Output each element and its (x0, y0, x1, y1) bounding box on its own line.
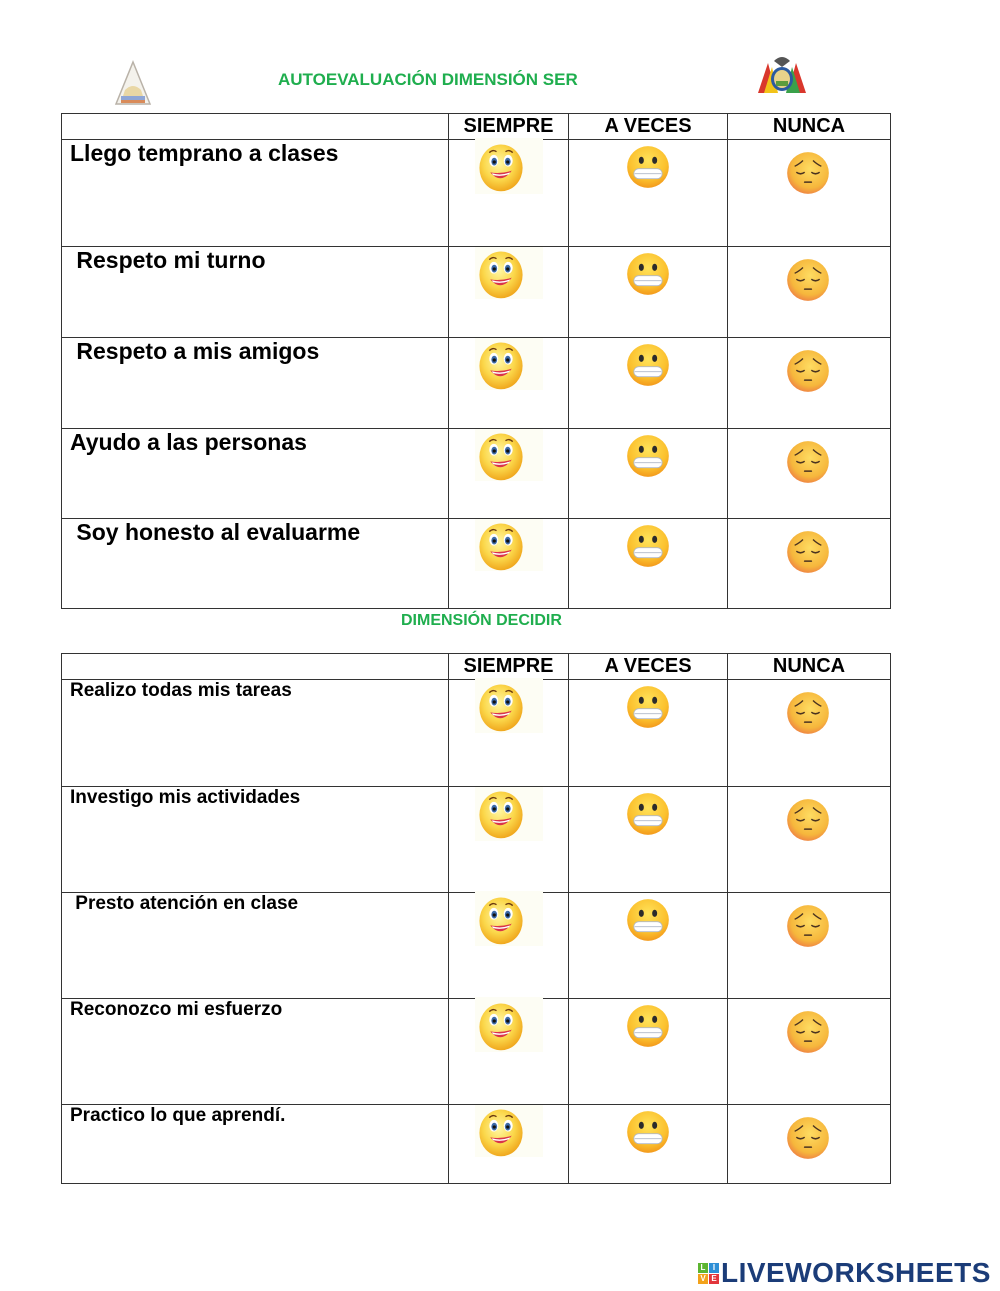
brand-name: LIVEWORKSHEETS (721, 1257, 991, 1288)
header-blank (62, 114, 449, 140)
grimacing-face-icon (622, 431, 674, 481)
option-a-veces[interactable] (569, 1105, 728, 1184)
header-siempre: SIEMPRE (449, 654, 569, 680)
option-a-veces[interactable] (569, 999, 728, 1105)
table-row (62, 893, 891, 999)
option-nunca[interactable] (728, 247, 891, 338)
pensive-face-icon (782, 688, 834, 738)
option-a-veces[interactable] (569, 338, 728, 429)
table-row (62, 140, 891, 247)
grimacing-face-icon (622, 1107, 674, 1157)
option-a-veces[interactable] (569, 519, 728, 609)
grimacing-face-icon (622, 895, 674, 945)
happy-face-icon (473, 1105, 529, 1159)
option-nunca[interactable] (728, 519, 891, 609)
live-badge-icon: L I V E (698, 1263, 719, 1284)
pensive-face-icon (782, 795, 834, 845)
question-text: Realizo todas mis tareas (62, 680, 449, 787)
option-siempre[interactable] (449, 787, 569, 893)
grimacing-face-icon (622, 249, 674, 299)
question-text: Reconozco mi esfuerzo (62, 999, 449, 1105)
pensive-face-icon (782, 437, 834, 487)
grimacing-face-icon (622, 789, 674, 839)
happy-face-icon (473, 787, 529, 841)
question-text: Llego temprano a clases (62, 140, 449, 247)
grimacing-face-icon (622, 340, 674, 390)
header-siempre: SIEMPRE (449, 114, 569, 140)
happy-face-icon (473, 429, 529, 483)
coat-of-arms-icon (754, 53, 810, 99)
table-row (62, 429, 891, 519)
table-dimension-decidir (61, 653, 891, 1184)
option-a-veces[interactable] (569, 893, 728, 999)
option-nunca[interactable] (728, 893, 891, 999)
happy-face-icon (473, 999, 529, 1053)
grimacing-face-icon (622, 521, 674, 571)
option-siempre[interactable] (449, 680, 569, 787)
grimacing-face-icon (622, 682, 674, 732)
option-nunca[interactable] (728, 338, 891, 429)
header-blank (62, 654, 449, 680)
header-a-veces: A VECES (569, 654, 728, 680)
pensive-face-icon (782, 901, 834, 951)
option-a-veces[interactable] (569, 680, 728, 787)
option-siempre[interactable] (449, 1105, 569, 1184)
table-header-row (62, 654, 891, 680)
happy-face-icon (473, 338, 529, 392)
question-text: Ayudo a las personas (62, 429, 449, 519)
page-title: AUTOEVALUACIÓN DIMENSIÓN SER (278, 70, 578, 89)
option-siempre[interactable] (449, 519, 569, 609)
option-siempre[interactable] (449, 429, 569, 519)
question-text: Soy honesto al evaluarme (62, 519, 449, 609)
happy-face-icon (473, 140, 529, 194)
header-a-veces: A VECES (569, 114, 728, 140)
option-siempre[interactable] (449, 999, 569, 1105)
header-nunca: NUNCA (728, 654, 891, 680)
pensive-face-icon (782, 1007, 834, 1057)
pensive-face-icon (782, 1113, 834, 1163)
option-a-veces[interactable] (569, 429, 728, 519)
table-row (62, 247, 891, 338)
option-nunca[interactable] (728, 140, 891, 247)
table-row (62, 519, 891, 609)
option-siempre[interactable] (449, 140, 569, 247)
option-a-veces[interactable] (569, 140, 728, 247)
table-row (62, 338, 891, 429)
question-text: Presto atención en clase (62, 893, 449, 999)
header-nunca: NUNCA (728, 114, 891, 140)
happy-face-icon (473, 247, 529, 301)
option-a-veces[interactable] (569, 787, 728, 893)
question-text: Practico lo que aprendí. (62, 1105, 449, 1184)
option-siempre[interactable] (449, 247, 569, 338)
pensive-face-icon (782, 346, 834, 396)
question-text: Respeto a mis amigos (62, 338, 449, 429)
pensive-face-icon (782, 148, 834, 198)
option-a-veces[interactable] (569, 247, 728, 338)
option-nunca[interactable] (728, 999, 891, 1105)
option-siempre[interactable] (449, 893, 569, 999)
option-nunca[interactable] (728, 787, 891, 893)
grimacing-face-icon (622, 142, 674, 192)
happy-face-icon (473, 519, 529, 573)
option-nunca[interactable] (728, 680, 891, 787)
table-header-row (62, 114, 891, 140)
pensive-face-icon (782, 527, 834, 577)
option-nunca[interactable] (728, 429, 891, 519)
school-logo-icon (113, 60, 153, 108)
grimacing-face-icon (622, 1001, 674, 1051)
table-dimension-ser (61, 113, 891, 609)
question-text: Respeto mi turno (62, 247, 449, 338)
question-text: Investigo mis actividades (62, 787, 449, 893)
happy-face-icon (473, 893, 529, 947)
table-row (62, 680, 891, 787)
option-siempre[interactable] (449, 338, 569, 429)
table-row (62, 999, 891, 1105)
table-row (62, 787, 891, 893)
section-title-decidir: DIMENSIÓN DECIDIR (401, 612, 562, 629)
liveworksheets-watermark (698, 1257, 991, 1289)
pensive-face-icon (782, 255, 834, 305)
happy-face-icon (473, 680, 529, 734)
table-row (62, 1105, 891, 1184)
option-nunca[interactable] (728, 1105, 891, 1184)
